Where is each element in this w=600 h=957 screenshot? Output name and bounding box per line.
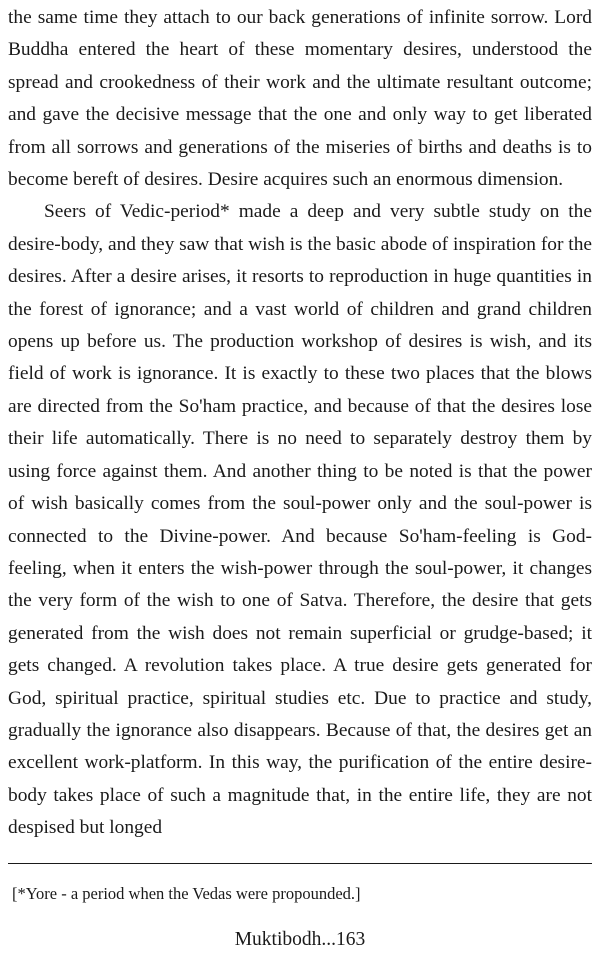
footnote: [*Yore - a period when the Vedas were propounded.] — [12, 884, 361, 903]
paragraph-continuation: the same time they attach to our back generations of infinite sorrow. Lord Buddha entered the heart of these momentary desires, understood the spread and crookedness of their work and the ultimate resultant outcome; and gave the decisive message that the one and only way to get liberated from all sorrows and generations of the miseries of births and deaths is to become bereft of desires. Desire acquires such an enormous dimension. — [8, 7, 592, 191]
paragraph-vedic-seers: Seers of Vedic-period* made a deep and very subtle study on the desire-body, and they saw that wish is the basic abode of inspiration for the desires. After a desire arises, it resorts to reproduction in huge quantities in the forest of ignorance; and a vast world of children and grand children opens up before us. The production workshop of desires is wish, and its field of work is ignorance. It is exactly to these two places that the blows are directed from the So'ham practice, and because of that the desires lose their life automatically. There is no need to separately destroy them by using force against them. And another thing to be noted is that the power of wish basically comes from the soul-power only and the soul-power is connected to the Divine-power. And because So'ham-feeling is God-feeling, when it enters the wish-power through the soul-power, it changes the very form of the wish to one of Satva. Therefore, the desire that gets generated from the wish does not remain superficial or grudge-based; it gets changed. A revolution takes place. A true desire gets generated for God, spiritual practice, spiritual studies etc. Due to practice and study, gradually the ignorance also disappears. Because of that, the desires get an excellent work-platform. In this way, the purification of the entire desire-body takes place of such a magnitude that, in the entire life, they are not despised but longed — [8, 201, 592, 839]
body-text — [8, 2, 592, 845]
page-footer: Muktibodh...163 — [234, 929, 366, 950]
footnote-divider — [8, 863, 592, 864]
